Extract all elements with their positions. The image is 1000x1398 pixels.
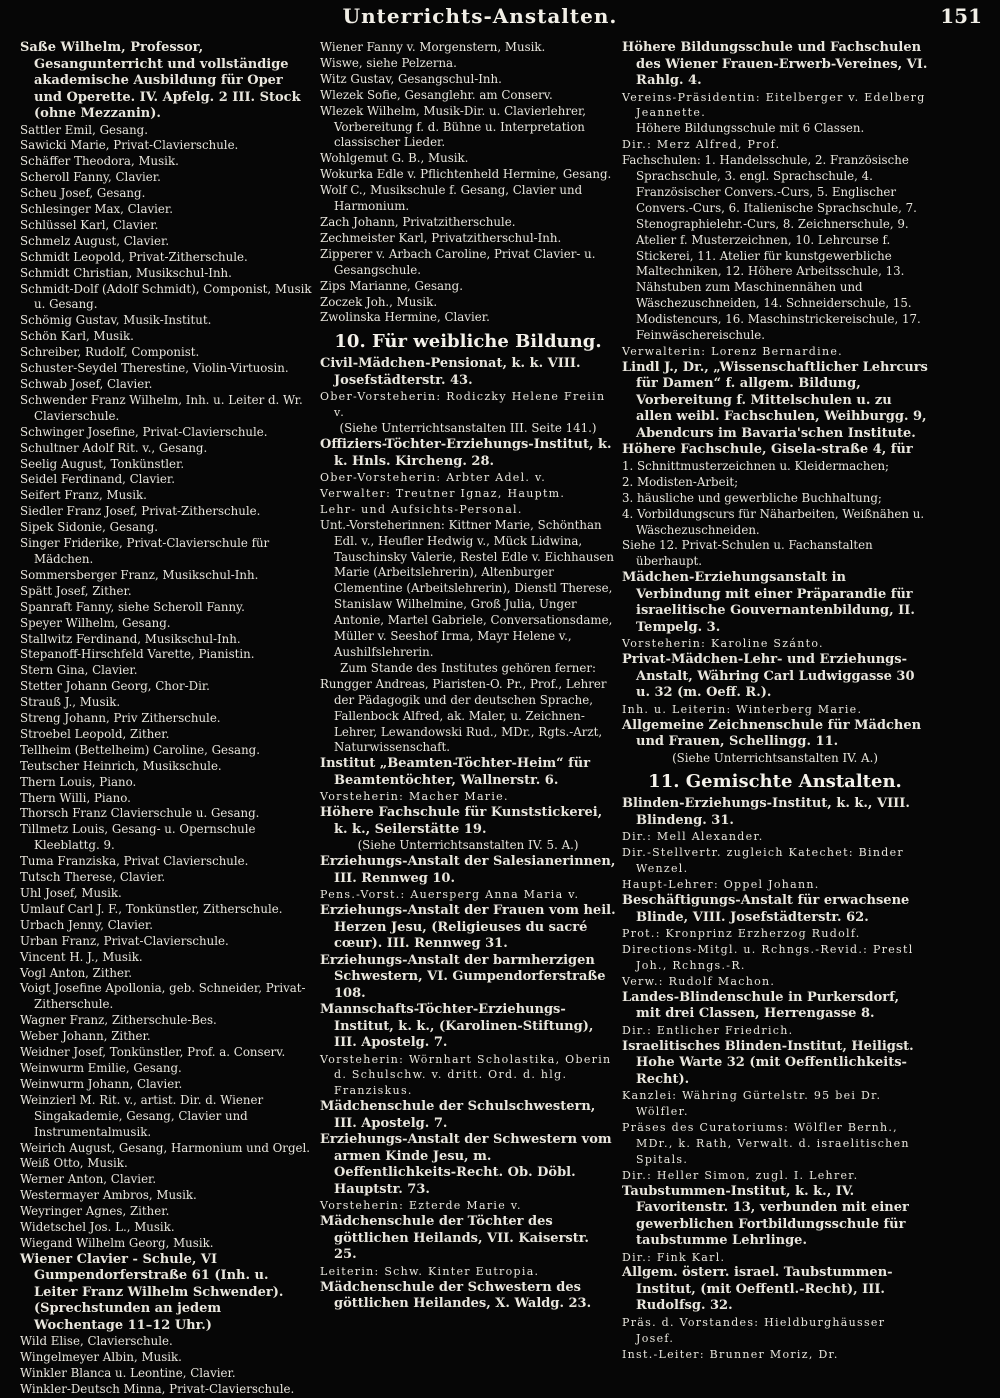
directory-entry: Schwinger Josefine, Privat-Clavierschule.: [20, 424, 268, 439]
institution-entry: Institut „Beamten-Töchter-Heim“ für Beamtentöchter, Wallnerstr. 6.: [320, 756, 591, 788]
directory-entry: (Siehe Unterrichtsanstalten III. Seite 141.): [339, 421, 597, 436]
directory-entry: Werner Anton, Clavier.: [20, 1172, 157, 1187]
page-number: 151: [940, 4, 982, 28]
directory-entry: Vincent H. J., Musik.: [20, 949, 143, 964]
directory-entry: Seidel Ferdinand, Clavier.: [20, 472, 176, 487]
institution-entry: Wiener Clavier - Schule, VI Gumpendorferstraße 61 (Inh. u. Leiter Franz Wilhelm Schwender). (Sprechstunden an jedem Wochentage 11–12 Uhr.): [20, 1251, 284, 1333]
directory-entry: Weinzierl M. Rit. v., artist. Dir. d. Wiener Singakademie, Gesang, Clavier und Instrumentalmusik.: [20, 1092, 264, 1139]
directory-entry: Wohlgemut G. B., Musik.: [320, 151, 469, 166]
directory-entry: Tillmetz Louis, Gesang- u. Opernschule Kleeblattg. 9.: [20, 822, 256, 853]
institution-entry: Landes-Blindenschule in Purkersdorf, mit drei Classen, Herrengasse 8.: [622, 989, 899, 1022]
directory-entry: Seelig August, Tonkünstler.: [20, 456, 185, 471]
institution-entry: Civil-Mädchen-Pensionat, k. k. VIII. Josefstädterstr. 43.: [320, 356, 581, 388]
directory-entry: 4. Vorbildungscurs für Näharbeiten, Weißnähen u. Wäschezuschneiden.: [622, 506, 925, 537]
directory-entry: Wiswe, siehe Pelzerna.: [320, 55, 457, 70]
directory-entry: Scheroll Fanny, Clavier.: [20, 170, 161, 185]
directory-entry: Inh. u. Leiterin: Winterberg Marie.: [622, 702, 863, 716]
directory-entry: Prot.: Kronprinz Erzherzog Rudolf.: [622, 927, 861, 941]
directory-entry: Uhl Josef, Musik.: [20, 886, 122, 900]
column-right: [622, 40, 928, 1382]
directory-entry: Weinwurm Emilie, Gesang.: [20, 1060, 182, 1075]
directory-entry: Schömig Gustav, Musik-Institut.: [20, 313, 212, 328]
directory-entry: Dir.: Heller Simon, zugl. I. Lehrer.: [622, 1168, 859, 1182]
directory-entry: Wlezek Wilhelm, Musik-Dir. u. Clavierlehrer, Vorbereitung f. d. Bühne u. Interpretation classischer Lieder.: [320, 103, 587, 150]
directory-entry: 3. häusliche und gewerbliche Buchhaltung;: [622, 490, 882, 505]
institution-entry: Mannschafts-Töchter-Erziehungs-Institut, k. k., (Karolinen-Stiftung), III. Apostelg. 7.: [320, 1002, 594, 1051]
directory-entry: Siedler Franz Josef, Privat-Zitherschule.: [20, 504, 261, 519]
institution-entry: Mädchenschule der Töchter des göttlichen Heilands, VII. Kaiserstr. 25.: [320, 1214, 589, 1263]
directory-entry: Sattler Emil, Gesang.: [20, 122, 148, 137]
directory-entry: Wagner Franz, Zitherschule-Bes.: [20, 1013, 217, 1028]
directory-entry: Schlesinger Max, Clavier.: [20, 202, 173, 217]
directory-entry: (Siehe Unterrichtsanstalten IV. 5. A.): [357, 838, 579, 853]
directory-entry: Siehe 12. Privat-Schulen u. Fachanstalten überhaupt.: [622, 538, 873, 569]
directory-entry: Sawicki Marie, Privat-Clavierschule.: [20, 138, 239, 153]
directory-entry: Zips Marianne, Gesang.: [320, 278, 463, 293]
directory-entry: Präses des Curatoriums: Wölfler Bernh., MDr., k. Rath, Verwalt. d. israelitischen Spitals.: [622, 1120, 910, 1166]
directory-entry: Ober-Vorsteherin: Arbter Adel. v.: [320, 471, 547, 485]
directory-entry: Winkler Blanca u. Leontine, Clavier.: [20, 1366, 236, 1381]
institution-entry: Mädchenschule der Schwestern des göttlichen Heilandes, X. Waldg. 23.: [320, 1279, 592, 1312]
directory-entry: Stetter Johann Georg, Chor-Dir.: [20, 679, 210, 694]
institution-entry: Blinden-Erziehungs-Institut, k. k., VIII. Blindeng. 31.: [622, 796, 910, 828]
directory-entry: Strauß J., Musik.: [20, 695, 121, 710]
directory-entry: Weiß Otto, Musik.: [20, 1156, 128, 1171]
directory-entry: Wiener Fanny v. Morgenstern, Musik.: [320, 40, 546, 54]
directory-entry: Scheu Josef, Gesang.: [20, 186, 146, 201]
directory-entry: Dir.: Merz Alfred, Prof.: [622, 138, 781, 152]
directory-entry: Schäffer Theodora, Musik.: [20, 154, 179, 169]
section-heading: 11. Gemischte Anstalten.: [648, 771, 902, 793]
directory-entry: Spanraft Fanny, siehe Scheroll Fanny.: [20, 599, 245, 614]
directory-entry: Wokurka Edle v. Pflichtenheld Hermine, Gesang.: [320, 167, 612, 182]
directory-entry: Schmelz August, Clavier.: [20, 233, 170, 248]
directory-entry: Zach Johann, Privatzitherschule.: [320, 214, 516, 229]
directory-entry: Zwolinska Hermine, Clavier.: [320, 310, 490, 325]
directory-entry: Urban Franz, Privat-Clavierschule.: [20, 933, 229, 948]
institution-entry: Taubstummen-Institut, k. k., IV. Favoritenstr. 13, verbunden mit einer gewerblichen Fortbildungsschule für taubstumme Lehrlinge.: [622, 1183, 909, 1249]
directory-entry: Vogl Anton, Zither.: [20, 965, 133, 980]
directory-entry: Schuster-Seydel Therestine, Violin-Virtuosin.: [20, 361, 289, 376]
directory-entry: Schwab Josef, Clavier.: [20, 377, 153, 391]
directory-entry: Tutsch Therese, Clavier.: [20, 870, 166, 885]
directory-entry: Verw.: Rudolf Machon.: [622, 974, 776, 988]
directory-entry: Schreiber, Rudolf, Componist.: [20, 345, 200, 360]
institution-entry: Erziehungs-Anstalt der barmherzigen Schwestern, VI. Gumpendorferstraße 108.: [320, 952, 606, 1001]
page-header: [0, 0, 1000, 34]
directory-entry: Zum Stande des Institutes gehören ferner:: [340, 660, 596, 675]
institution-entry: Höhere Fachschule, Gisela-straße 4, für: [622, 442, 913, 458]
directory-entry: Verwalter: Treutner Ignaz, Hauptm.: [320, 486, 566, 500]
directory-entry: Vorsteherin: Karoline Szánto.: [622, 637, 824, 651]
column-middle: [320, 40, 616, 1382]
directory-entry: Directions-Mitgl. u. Rchngs.-Revid.: Prestl Joh., Rchngs.-R.: [622, 943, 914, 972]
directory-entry: 2. Modisten-Arbeit;: [622, 474, 739, 489]
directory-entry: Wild Elise, Clavierschule.: [20, 1334, 173, 1349]
institution-entry: Israelitisches Blinden-Institut, Heiligst. Hohe Warte 32 (mit Oeffentlichkeits-Recht).: [622, 1038, 914, 1087]
institution-entry: Allgemeine Zeichnenschule für Mädchen und Frauen, Schellingg. 11.: [622, 717, 922, 750]
directory-entry: Thorsch Franz Clavierschule u. Gesang.: [20, 806, 260, 821]
directory-entry: Dir.: Fink Karl.: [622, 1250, 726, 1264]
directory-entry: Weirich August, Gesang, Harmonium und Orgel.: [20, 1140, 311, 1155]
institution-entry: Mädchenschule der Schulschwestern, III. Apostelg. 7.: [320, 1099, 596, 1131]
institution-entry: Beschäftigungs-Anstalt für erwachsene Blinde, VIII. Josefstädterstr. 62.: [622, 893, 910, 925]
directory-entry: Sipek Sidonie, Gesang.: [20, 520, 159, 535]
directory-entry: Umlauf Carl J. F., Tonkünstler, Zitherschule.: [20, 901, 283, 916]
directory-entry: Kanzlei: Währing Gürtelstr. 95 bei Dr. Wölfler.: [622, 1089, 882, 1119]
directory-entry: Unt.-Vorsteherinnen: Kittner Marie, Schönthan Edl. v., Heufler Hedwig v., Mück Lidwina, Tauschinsky Valerie, Restel Edle v. Eichhausen Marie (Arbeitslehrerin), Altenburger Clementine (Arbeitslehrerin), Dienstl Therese, Stanislaw Wilhelmine, Groß Julia, Unger Antonie, Martel Gabriele, Conversationsdame, Müller v. Seeshof Irma, Mayr Helene v., Aushilfslehrerin.: [320, 517, 614, 659]
institution-entry: Erziehungs-Anstalt der Frauen vom heil. Herzen Jesu, (Religieuses du sacré cœur). III. Rennweg 31.: [320, 903, 616, 952]
directory-entry: Teutscher Heinrich, Musikschule.: [20, 758, 222, 773]
directory-entry: Dir.: Entlicher Friedrich.: [622, 1023, 794, 1037]
directory-entry: Schmidt Christian, Musikschul-Inh.: [20, 265, 232, 280]
directory-entry: Thern Louis, Piano.: [20, 774, 137, 789]
directory-entry: Tellheim (Bettelheim) Caroline, Gesang.: [20, 742, 260, 757]
directory-entry: Stepanoff-Hirschfeld Varette, Pianistin.: [20, 647, 255, 662]
institution-entry: Erziehungs-Anstalt der Salesianerinnen, III. Rennweg 10.: [320, 854, 616, 886]
directory-entry: Thern Willi, Piano.: [20, 790, 131, 805]
directory-entry: Schultner Adolf Rit. v., Gesang.: [20, 440, 208, 455]
directory-entry: Tuma Franziska, Privat Clavierschule.: [20, 854, 249, 869]
directory-entry: Dir.: Mell Alexander.: [622, 830, 764, 844]
directory-entry: Weinwurm Johann, Clavier.: [20, 1076, 183, 1091]
institution-entry: Offiziers-Töchter-Erziehungs-Institut, k. k. Hnls. Kircheng. 28.: [320, 437, 612, 469]
directory-entry: Vorsteherin: Wörnhart Scholastika, Oberin d. Schulschw. v. dritt. Ord. d. hlg. Franziskus.: [320, 1052, 612, 1098]
directory-entry: Singer Friderike, Privat-Clavierschule für Mädchen.: [20, 536, 270, 566]
directory-entry: Streng Johann, Priv Zitherschule.: [20, 711, 221, 726]
institution-entry: Saße Wilhelm, Professor, Gesangunterricht und vollständige akademische Ausbildung für Oper und Operette. IV. Apfelg. 2 III. Stock (ohne Mezzanin).: [20, 40, 301, 121]
directory-entry: Seifert Franz, Musik.: [20, 488, 147, 503]
page-title: Unterrichts-Anstalten.: [342, 4, 618, 28]
directory-entry: 1. Schnittmusterzeichnen u. Kleidermachen;: [622, 458, 890, 473]
directory-entry: Winkler-Deutsch Minna, Privat-Clavierschule.: [20, 1382, 295, 1397]
directory-entry: Weber Johann, Zither.: [20, 1029, 151, 1044]
directory-entry: Verwalterin: Lorenz Bernardine.: [622, 345, 843, 358]
directory-entry: Wolf C., Musikschule f. Gesang, Clavier und Harmonium.: [320, 183, 583, 214]
directory-entry: Witz Gustav, Gesangschul-Inh.: [320, 71, 502, 86]
directory-entry: Ober-Vorsteherin: Rodiczky Helene Freiin v.: [320, 390, 606, 420]
directory-entry: Schlüssel Karl, Clavier.: [20, 217, 159, 232]
directory-entry: Vereins-Präsidentin: Eitelberger v. Edelberg Jeannette.: [622, 90, 926, 120]
directory-entry: Wlezek Sofie, Gesanglehr. am Conserv.: [320, 87, 553, 102]
institution-entry: Höhere Fachschule für Kunststickerei, k. k., Seilerstätte 19.: [320, 805, 603, 837]
directory-entry: Leiterin: Schw. Kinter Eutropia.: [320, 1264, 540, 1278]
directory-entry: Höhere Bildungsschule mit 6 Classen.: [636, 121, 865, 136]
directory-entry: Lehr- und Aufsichts-Personal.: [320, 502, 523, 516]
institution-entry: Mädchen-Erziehungsanstalt in Verbindung mit einer Präparandie für israelitische Gouvernantenbildung, II. Tempelg. 3.: [622, 570, 915, 635]
directory-entry: Vorsteherin: Macher Marie.: [320, 790, 509, 804]
directory-entry: Schmidt-Dolf (Adolf Schmidt), Componist, Musik u. Gesang.: [20, 281, 312, 312]
directory-entry: (Siehe Unterrichtsanstalten IV. A.): [672, 750, 878, 765]
directory-entry: Zipperer v. Arbach Caroline, Privat Clavier- u. Gesangschule.: [320, 246, 596, 277]
directory-entry: Fachschulen: 1. Handelsschule, 2. Französische Sprachschule, 3. engl. Sprachschule, 4. Französischer Convers.-Curs, 5. Englischer Convers.-Curs, 6. Italienische Sprachschule, 7. Stenographielehr.-Curs, 8. Zeichnerschule, 9. Atelier f. Musterzeichnen, 10. Lehrcurse f. Stickerei, 11. Atelier für kunstgewerbliche Maltechniken, 12. Höhere Arbeitsschule, 13. Nähstuben zum Maschinennähen und Wäschezuschneiden, 14. Schneiderschule, 15. Modistencurs, 16. Maschinstrickereischule, 17. Feinwäschereischule.: [622, 153, 921, 343]
directory-entry: Schwender Franz Wilhelm, Inh. u. Leiter d. Wr. Clavierschule.: [20, 392, 303, 423]
column-left: [20, 40, 312, 1397]
directory-entry: Widetschel Jos. L., Musik.: [20, 1220, 175, 1235]
directory-entry: Präs. d. Vorstandes: Hieldburghäusser Josef.: [622, 1315, 886, 1345]
directory-entry: Wingelmeyer Albin, Musik.: [20, 1350, 182, 1365]
directory-entry: Pens.-Vorst.: Auersperg Anna Maria v.: [320, 888, 580, 902]
directory-entry: Dir.-Stellvertr. zugleich Katechet: Binder Wenzel.: [622, 846, 904, 876]
directory-entry: Rungger Andreas, Piaristen-O. Pr., Prof., Lehrer der Pädagogik und der deutschen Sprache, Fallenbock Alfred, ak. Maler, u. Zeichnen-Lehrer, Lewandowski Rud., MDr., Rgts.-Arzt, Naturwissenschaft.: [320, 676, 607, 755]
directory-entry: Schmidt Leopold, Privat-Zitherschule.: [20, 249, 248, 264]
directory-entry: Zechmeister Karl, Privatzitherschul-Inh.: [320, 230, 562, 245]
institution-entry: Höhere Bildungsschule und Fachschulen des Wiener Frauen-Erwerb-Vereines, VI. Rahlg. 4.: [622, 40, 928, 88]
directory-entry: Stallwitz Ferdinand, Musikschul-Inh.: [20, 631, 241, 646]
directory-entry: Schön Karl, Musik.: [20, 329, 134, 344]
directory-entry: Stroebel Leopold, Zither.: [20, 726, 170, 741]
section-heading: 10. Für weibliche Bildung.: [334, 331, 602, 353]
directory-entry: Stern Gina, Clavier.: [20, 663, 138, 678]
directory-entry: Wiegand Wilhelm Georg, Musik.: [20, 1235, 214, 1250]
directory-entry: Vorsteherin: Ezterde Marie v.: [320, 1199, 522, 1213]
institution-entry: Erziehungs-Anstalt der Schwestern vom armen Kinde Jesu, m. Oeffentlichkeits-Recht. Ob. Döbl. Hauptstr. 73.: [320, 1132, 612, 1197]
directory-entry: Voigt Josefine Apollonia, geb. Schneider, Privat-Zitherschule.: [20, 981, 306, 1012]
institution-entry: Privat-Mädchen-Lehr- und Erziehungs-Anstalt, Währing Carl Ludwiggasse 30 u. 32 (m. Oeff. R.).: [622, 652, 915, 701]
directory-entry: Spätt Josef, Zither.: [20, 583, 132, 598]
directory-entry: Zoczek Joh., Musik.: [320, 294, 438, 309]
directory-entry: Weyringer Agnes, Zither.: [20, 1204, 170, 1219]
institution-entry: Allgem. österr. israel. Taubstummen-Institut, (mit Oeffentl.-Recht), III. Rudolfsg. 32.: [622, 1265, 893, 1314]
directory-entry: Weidner Josef, Tonkünstler, Prof. a. Conserv.: [20, 1045, 286, 1060]
directory-entry: Speyer Wilhelm, Gesang.: [20, 615, 171, 630]
institution-entry: Lindl J., Dr., „Wissenschaftlicher Lehrcurs für Damen“ f. allgem. Bildung, Vorbereitung f. Mittelschulen u. zu allen weibl. Fachschulen, Weihburgg. 9, Abendcurs im Bavaria'schen Institute.: [622, 359, 928, 441]
directory-entry: Westermayer Ambros, Musik.: [20, 1188, 197, 1203]
directory-entry: Sommersberger Franz, Musikschul-Inh.: [20, 567, 259, 582]
directory-entry: Inst.-Leiter: Brunner Moriz, Dr.: [622, 1347, 839, 1361]
directory-entry: Haupt-Lehrer: Oppel Johann.: [622, 878, 820, 892]
directory-entry: Urbach Jenny, Clavier.: [20, 917, 153, 932]
